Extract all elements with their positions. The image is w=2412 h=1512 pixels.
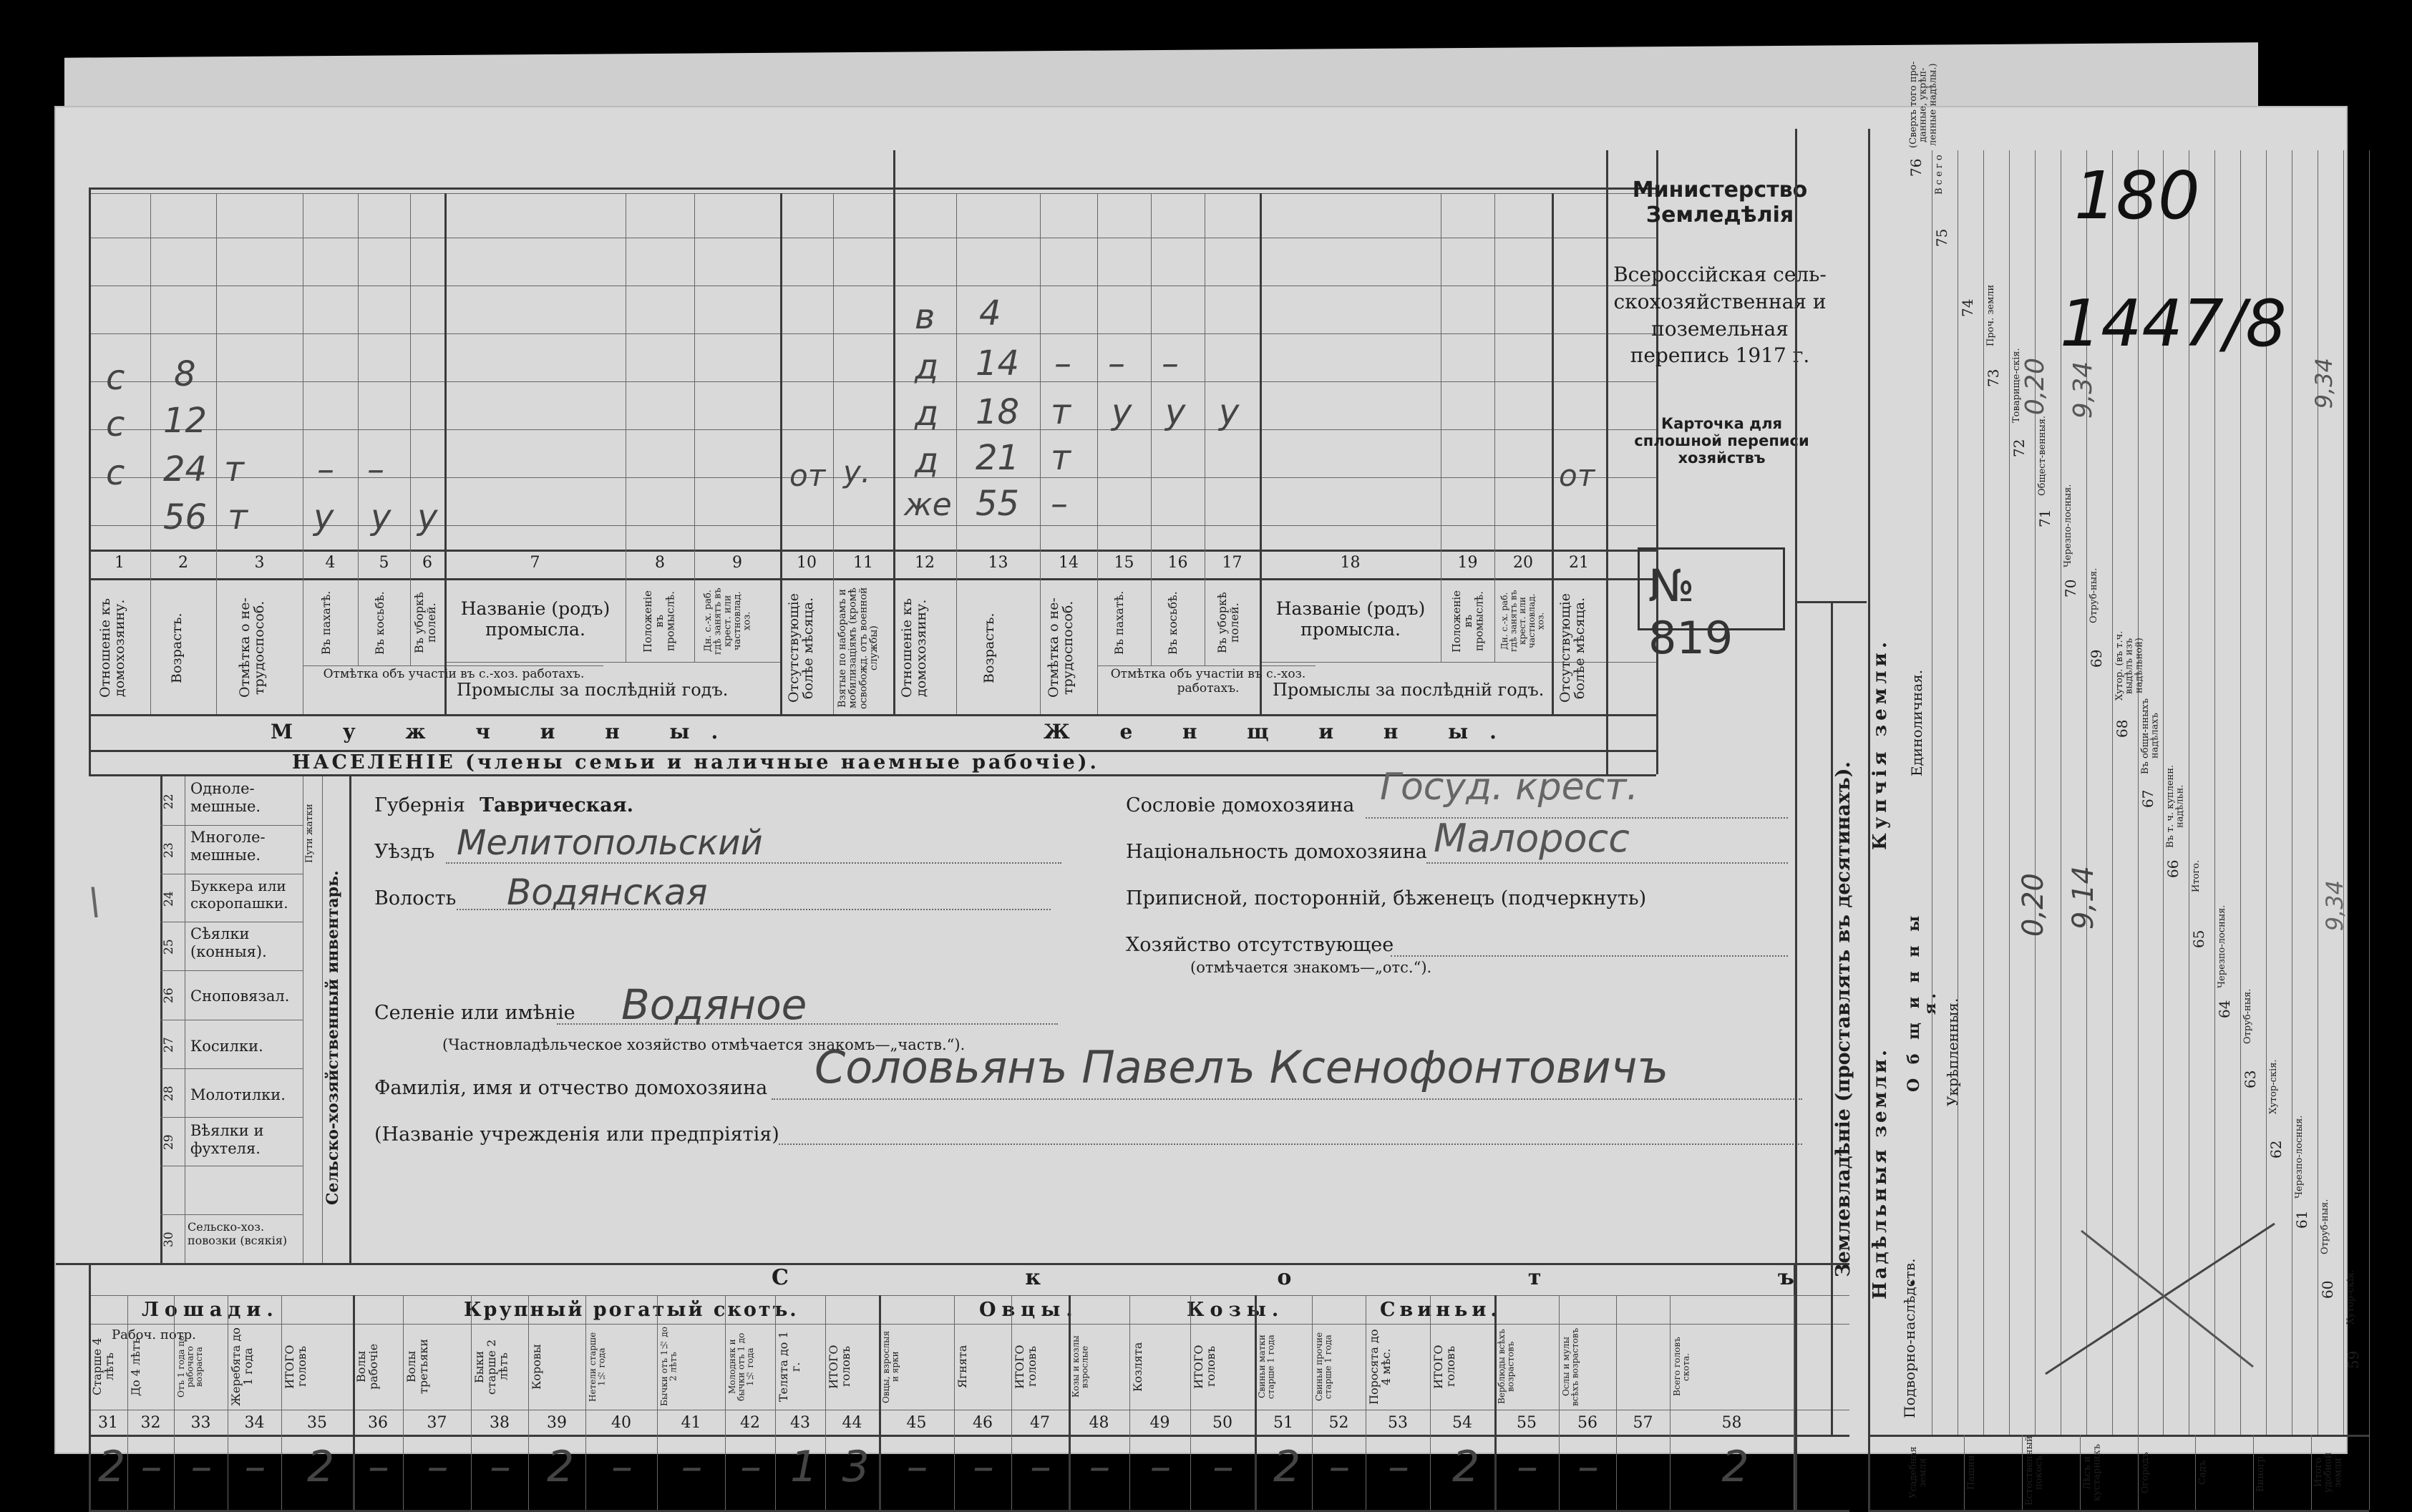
col-header: Въ уборкѣ полей. bbox=[1215, 592, 1241, 654]
livestock-col-num: 54 bbox=[1452, 1414, 1472, 1432]
livestock-col-header: Жеребята до 1 года bbox=[229, 1327, 255, 1406]
uezd-value: Мелитопольский bbox=[457, 823, 763, 863]
col-num: 10 bbox=[797, 554, 817, 572]
livestock-value: 2 bbox=[1721, 1442, 1749, 1492]
land-col-num: 62 bbox=[2267, 1140, 2285, 1159]
m-col4: у bbox=[313, 497, 334, 537]
horses-group: Лошади. bbox=[142, 1299, 279, 1321]
f-rel: в bbox=[915, 297, 935, 337]
livestock-col-header: До 4 лѣтъ bbox=[129, 1337, 142, 1396]
land-col-header: Отруб-ныя. bbox=[2242, 988, 2254, 1045]
inv-num: 25 bbox=[162, 939, 176, 955]
f-col15: – bbox=[1108, 343, 1125, 384]
col-header: Дн. с.-х. раб. гдѣ занятъ въ крест. или частновлад. хоз. bbox=[1499, 590, 1546, 653]
col-num: 5 bbox=[379, 554, 389, 572]
trades-group-m: Промыслы за послѣдній годъ. bbox=[457, 680, 729, 700]
selo-label: Селеніе или имѣніе bbox=[374, 1002, 575, 1024]
inv-label: Вѣялки и фухтеля. bbox=[190, 1122, 264, 1158]
land-col-num: 63 bbox=[2242, 1070, 2260, 1088]
inv-label: Сельско-хоз. повозки (всякія) bbox=[188, 1220, 288, 1248]
m-age: 56 bbox=[163, 497, 208, 537]
right-col-value-2: 9,34 bbox=[2321, 880, 2348, 932]
livestock-value: – bbox=[1517, 1442, 1538, 1492]
cross-out-mark bbox=[2038, 1209, 2282, 1381]
f-col14: – bbox=[1051, 484, 1068, 524]
livestock-col-num: 43 bbox=[790, 1414, 810, 1432]
land-value-75b: 0,20 bbox=[2020, 358, 2050, 416]
col-header: Отношеніе къ домохозяину. bbox=[97, 598, 127, 698]
land-col-header: (Сверхъ того про-данные, укрѣп-ленные надѣлы.) bbox=[1908, 61, 1939, 149]
col-header: Названіе (родъ) промысла. bbox=[460, 598, 611, 640]
inv-label: Молотилки. bbox=[190, 1086, 286, 1103]
m-age: 24 bbox=[163, 449, 208, 489]
land-col-num: 72 bbox=[2010, 439, 2028, 457]
livestock-col-header: ИТОГО головъ bbox=[827, 1345, 852, 1389]
selo-value: Водяное bbox=[621, 980, 807, 1029]
m-col11: у. bbox=[843, 454, 871, 489]
trades-group-f: Промыслы за послѣдній годъ. bbox=[1273, 680, 1545, 700]
inv-num: 29 bbox=[162, 1134, 176, 1150]
land-value-67: 0,20 bbox=[2017, 873, 2050, 937]
land-value-75: 9,34 bbox=[2068, 361, 2098, 419]
big-number-2: 1447/8 bbox=[2060, 286, 2287, 361]
livestock-col-num: 45 bbox=[906, 1414, 927, 1432]
land-col-header: Хутор-скія. bbox=[2268, 1059, 2280, 1114]
inv-side-label: Пути жатки bbox=[304, 804, 315, 864]
inv-num: 24 bbox=[162, 891, 176, 907]
livestock-value: 2 bbox=[547, 1442, 575, 1492]
status-label: Приписной, посторонній, бѣженецъ (подчеркнуть) bbox=[1126, 887, 1647, 909]
inv-num: 28 bbox=[162, 1086, 176, 1101]
land-col-num: 69 bbox=[2087, 649, 2105, 668]
livestock-col-num: 52 bbox=[1328, 1414, 1349, 1432]
col-num: 16 bbox=[1167, 554, 1188, 572]
inv-num: 23 bbox=[162, 842, 176, 858]
land-col-num: 71 bbox=[2036, 509, 2053, 527]
livestock-col-header: Отъ 1 года по рабочаго возраста bbox=[176, 1335, 205, 1398]
inv-label: Сѣялки (конныя). bbox=[190, 925, 267, 961]
land-col-num: 64 bbox=[2216, 1000, 2234, 1018]
col-num: 13 bbox=[988, 554, 1008, 572]
col-header: Взятые по наборамъ и мобилизаціямъ (кромѣ освобожд. отъ военной службы) bbox=[837, 587, 880, 709]
card-number-box bbox=[1638, 547, 1785, 664]
land-col-header: Черезпо-лосныя. bbox=[2294, 1115, 2305, 1199]
land-col-header: Въ т. ч. купленн. надѣльн. bbox=[2165, 764, 2187, 848]
col-num: 21 bbox=[1569, 554, 1589, 572]
col-header: Возрастъ. bbox=[981, 613, 997, 683]
f-col14: т bbox=[1051, 438, 1071, 478]
livestock-col-header: Волы рабочіе bbox=[354, 1343, 380, 1390]
land-col-header: Хутор. (въ т.ч. выдѣлъ изъ надѣльной) bbox=[2114, 630, 2144, 701]
land-col-header: Хутор-скія. bbox=[2345, 1269, 2357, 1325]
f-rel: же bbox=[904, 487, 952, 523]
land-bottom-label: Лѣсъ и кустарникъ bbox=[2081, 1443, 2103, 1502]
col-header: Въ уборкѣ полей. bbox=[412, 592, 438, 654]
land-col-num: 59 bbox=[2345, 1350, 2363, 1369]
land-col-header: Отруб-ныя. bbox=[2320, 1199, 2331, 1255]
col-header: Дн. с.-х. раб. гдѣ занятъ въ крест. или частновлад. хоз. bbox=[703, 587, 753, 655]
land-col-header: Черезпо-лосныя. bbox=[2062, 484, 2073, 567]
land-title: Землевладѣніе (проставлять въ десятинахъ). bbox=[1832, 761, 1854, 1278]
land-bottom-label: Усадебная земля bbox=[1908, 1446, 1929, 1499]
livestock-value: 2 bbox=[98, 1442, 126, 1492]
m-age: 12 bbox=[163, 401, 208, 441]
card-number: № 819 bbox=[1648, 560, 1733, 664]
livestock-value: – bbox=[973, 1442, 994, 1492]
livestock-value: – bbox=[140, 1442, 162, 1492]
livestock-value: – bbox=[190, 1442, 213, 1492]
men-label: М у ж ч и н ы. bbox=[271, 720, 740, 743]
m-col3: т bbox=[224, 449, 244, 489]
livestock-col-num: 56 bbox=[1577, 1414, 1598, 1432]
f-col15: у bbox=[1112, 392, 1132, 432]
livestock-value: – bbox=[1388, 1442, 1409, 1492]
livestock-col-header: Телята до 1 г. bbox=[777, 1331, 802, 1403]
livestock-col-header: Свиньи матки старше 1 года bbox=[1257, 1335, 1276, 1399]
inv-label: Буккера или скоропашки. bbox=[190, 877, 288, 912]
m-rel: с bbox=[106, 404, 125, 444]
volost-label: Волость bbox=[374, 887, 457, 909]
land-bottom-label: Садъ bbox=[2197, 1460, 2209, 1485]
m-rel: с bbox=[106, 358, 125, 398]
livestock-value: – bbox=[611, 1442, 633, 1492]
land-bottom-label: Итого удобной земли bbox=[2313, 1452, 2344, 1493]
obshch-title: О б щ и н н ы я. bbox=[1905, 911, 1940, 1093]
nadel-title: Надѣльныя земли. bbox=[1869, 1047, 1891, 1300]
land-col-header: Черезпо-лосныя. bbox=[2217, 904, 2228, 988]
col-num: 15 bbox=[1114, 554, 1134, 572]
livestock-col-header: ИТОГО головъ bbox=[1431, 1345, 1457, 1389]
livestock-col-num: 38 bbox=[490, 1414, 510, 1432]
land-col-header: Товарище-скія. bbox=[2010, 348, 2022, 423]
card-type: Карточка для сплошной переписи хозяйствъ bbox=[1634, 415, 1809, 467]
inv-num: 27 bbox=[162, 1037, 176, 1053]
f-col14: т bbox=[1051, 392, 1071, 432]
land-col-header: В с е г о bbox=[1933, 155, 1945, 195]
livestock-value: – bbox=[490, 1442, 511, 1492]
land-col-num: 75 bbox=[1932, 228, 1950, 247]
col-header: Возрастъ. bbox=[169, 613, 185, 683]
col-num: 8 bbox=[655, 554, 665, 572]
col-num: 11 bbox=[853, 554, 873, 572]
m-col10: от bbox=[789, 458, 826, 493]
livestock-col-header: Нетели старше 1½ года bbox=[588, 1332, 607, 1402]
col-num: 20 bbox=[1513, 554, 1533, 572]
col-num: 17 bbox=[1222, 554, 1243, 572]
col-num: 18 bbox=[1340, 554, 1361, 572]
livestock-col-header: Молодняк и бычки отъ 1 до 1½ года bbox=[727, 1332, 756, 1401]
land-col-num: 68 bbox=[2113, 719, 2131, 738]
sheep-group: Овцы. bbox=[979, 1299, 1079, 1321]
col-header: Въ косьбѣ. bbox=[373, 591, 386, 655]
m-col5: – bbox=[367, 449, 384, 489]
livestock-col-num: 33 bbox=[190, 1414, 211, 1432]
col-header: Положеніе въ промыслѣ. bbox=[641, 590, 677, 653]
livestock-value: 2 bbox=[1273, 1442, 1301, 1492]
col-num: 2 bbox=[178, 554, 188, 572]
livestock-col-num: 36 bbox=[368, 1414, 388, 1432]
inv-label: Сноповязал. bbox=[190, 987, 290, 1005]
livestock-col-header: Свиньи прочие старше 1 года bbox=[1314, 1332, 1333, 1402]
livestock-col-header: ИТОГО головъ bbox=[1192, 1345, 1217, 1389]
livestock-col-header: Старше 4 лѣтъ bbox=[90, 1337, 116, 1396]
land-col-num: 73 bbox=[1984, 369, 2002, 387]
livestock-col-header: Бычки отъ 1½ до 2 лѣтъ bbox=[659, 1327, 679, 1407]
land-bottom-label: Пашни bbox=[1965, 1455, 1977, 1491]
land-col-num: 76 bbox=[1907, 158, 1925, 177]
land-col-header bbox=[1960, 200, 1980, 290]
census-card bbox=[56, 61, 2363, 1506]
livestock-col-num: 53 bbox=[1388, 1414, 1408, 1432]
women-label: Ж е н щ и н ы. bbox=[1044, 720, 1518, 743]
livestock-col-header: Поросята до 4 мѣс. bbox=[1367, 1329, 1393, 1405]
land-bottom-label: Естественный покосъ bbox=[2023, 1435, 2045, 1506]
livestock-col-header: ИТОГО головъ bbox=[1013, 1345, 1039, 1389]
livestock-col-num: 32 bbox=[140, 1414, 161, 1432]
f-rel: д bbox=[915, 347, 939, 387]
land-col-header: Въ общи-нныхъ надѣлахъ bbox=[2139, 698, 2161, 774]
livestock-col-header: Всего головъ скота. bbox=[1672, 1337, 1691, 1397]
kupch-title: Купчія земли. bbox=[1869, 638, 1891, 851]
col-header: Отсутствующіе болѣе мѣсяца. bbox=[786, 593, 816, 703]
m-col5: у bbox=[371, 497, 392, 537]
col-header: Въ косьбѣ. bbox=[1166, 591, 1180, 655]
livestock-col-header: ИТОГО головъ bbox=[283, 1345, 308, 1389]
livestock-col-num: 57 bbox=[1633, 1414, 1653, 1432]
livestock-title: С к о т ъ. bbox=[772, 1265, 2031, 1290]
land-col-num: 74 bbox=[1958, 298, 1976, 317]
inv-num: 22 bbox=[162, 794, 176, 809]
livestock-col-num: 51 bbox=[1273, 1414, 1293, 1432]
inv-num: 30 bbox=[162, 1231, 176, 1247]
col-num: 12 bbox=[915, 554, 935, 572]
col-header: Отмѣтка о не-трудоспособ. bbox=[1046, 598, 1076, 698]
livestock-col-header: Овцы, взрослыя и ярки bbox=[881, 1330, 900, 1403]
cattle-group: Крупный рогатый скотъ. bbox=[464, 1299, 799, 1321]
m-age: 8 bbox=[174, 354, 196, 394]
population-title: НАСЕЛЕНІЕ (члены семьи и наличные наемные рабочіе). bbox=[292, 751, 1099, 774]
f-age: 14 bbox=[976, 343, 1020, 384]
livestock-col-num: 42 bbox=[740, 1414, 760, 1432]
participation-group-m: Отмѣтка объ участіи въ с.-хоз. работахъ. bbox=[323, 667, 585, 681]
livestock-col-num: 40 bbox=[611, 1414, 631, 1432]
livestock-col-num: 39 bbox=[547, 1414, 567, 1432]
livestock-value: 3 bbox=[842, 1442, 870, 1492]
livestock-col-num: 35 bbox=[307, 1414, 327, 1432]
f-col16: у bbox=[1165, 392, 1186, 432]
col-header: Положеніе въ промыслѣ. bbox=[1450, 590, 1486, 653]
inv-num: 26 bbox=[162, 987, 176, 1003]
livestock-col-num: 48 bbox=[1089, 1414, 1109, 1432]
name-label: Фамилія, имя и отчество домохозяина bbox=[374, 1077, 768, 1099]
m-col6: у bbox=[417, 497, 438, 537]
col-num: 6 bbox=[422, 554, 432, 572]
inv-label: Одноле-мешные. bbox=[190, 780, 261, 816]
inventory-title: Сельско-хозяйственный инвентарь. bbox=[324, 870, 342, 1205]
absent-note: (отмѣчается знакомъ—„отс.“). bbox=[1190, 959, 1432, 976]
inv-label: Косилки. bbox=[190, 1038, 263, 1055]
f-col16: – bbox=[1162, 343, 1179, 384]
livestock-value: – bbox=[906, 1442, 928, 1492]
ukrepl-title: Укрѣпленныя. bbox=[1944, 998, 1961, 1106]
col-num: 3 bbox=[254, 554, 265, 572]
estate-label: Сословіе домохозяина bbox=[1126, 794, 1355, 816]
f-rel: д bbox=[915, 441, 939, 481]
livestock-value: – bbox=[244, 1442, 266, 1492]
land-col-header: Итого. bbox=[2191, 859, 2202, 893]
livestock-col-num: 34 bbox=[244, 1414, 265, 1432]
gubernia-label: Губернія bbox=[374, 794, 465, 816]
land-col-header: Отруб-ныя. bbox=[2088, 567, 2099, 624]
f-col21: от bbox=[1559, 458, 1595, 493]
livestock-col-header: Козы и козлы взрослые bbox=[1071, 1335, 1090, 1398]
livestock-col-num: 58 bbox=[1721, 1414, 1742, 1432]
livestock-col-header: Волы третьяки bbox=[404, 1339, 430, 1395]
livestock-col-header: Быки старше 2 лѣтъ bbox=[472, 1339, 510, 1395]
livestock-value: – bbox=[681, 1442, 703, 1492]
absent-label: Хозяйство отсутствующее bbox=[1126, 934, 1394, 956]
livestock-value: – bbox=[740, 1442, 762, 1492]
land-bottom-label: Огородъ bbox=[2139, 1452, 2151, 1493]
livestock-value: 2 bbox=[307, 1442, 335, 1492]
f-rel: д bbox=[915, 394, 939, 434]
gubernia-value: Таврическая. bbox=[480, 794, 633, 816]
livestock-col-num: 47 bbox=[1030, 1414, 1050, 1432]
land-bottom-label: Виногр. bbox=[2255, 1453, 2267, 1492]
f-age: 21 bbox=[976, 438, 1020, 478]
livestock-value: – bbox=[427, 1442, 449, 1492]
livestock-col-num: 44 bbox=[842, 1414, 862, 1432]
inv-mark: \ bbox=[88, 880, 101, 923]
livestock-col-header: Ослы и мулы всѣхъ возрастовъ bbox=[1561, 1327, 1580, 1406]
livestock-value: – bbox=[1577, 1442, 1599, 1492]
inv-label: Многоле-мешные. bbox=[190, 829, 266, 864]
f-col14: – bbox=[1054, 343, 1071, 384]
right-col-value: 9,34 bbox=[2310, 358, 2338, 409]
selo-note: (Частновладѣльческое хозяйство отмѣчается знакомъ—„частв.“). bbox=[442, 1036, 966, 1053]
col-num: 1 bbox=[115, 554, 125, 572]
land-col-num: 65 bbox=[2190, 930, 2208, 948]
livestock-value: 1 bbox=[790, 1442, 818, 1492]
livestock-col-num: 50 bbox=[1212, 1414, 1232, 1432]
nationality-label: Національность домохозяина bbox=[1126, 841, 1427, 863]
census-title: Всероссійская сель-скохозяйственная и поземельная перепись 1917 г. bbox=[1613, 263, 1827, 368]
f-col17: у bbox=[1219, 392, 1240, 432]
livestock-col-num: 49 bbox=[1149, 1414, 1170, 1432]
m-rel: с bbox=[106, 453, 125, 493]
ministry-title: Министерство Земледѣлія bbox=[1632, 177, 1808, 228]
goats-group: Козы. bbox=[1187, 1299, 1285, 1321]
livestock-value: – bbox=[1328, 1442, 1351, 1492]
col-header: Отсутствующіе болѣе мѣсяца. bbox=[1557, 593, 1587, 703]
podv-title: Подворно-наслѣдств. bbox=[1901, 1258, 1918, 1418]
land-col-header: Проч. земли bbox=[1985, 284, 1996, 346]
livestock-col-header: Коровы bbox=[530, 1344, 543, 1390]
livestock-col-num: 46 bbox=[973, 1414, 993, 1432]
land-col-header: Общест-венныя. bbox=[2036, 415, 2048, 496]
f-age: 18 bbox=[976, 392, 1020, 432]
col-header: Названіе (родъ) промысла. bbox=[1275, 598, 1426, 640]
col-header: Отмѣтка о не-трудоспособ. bbox=[237, 598, 267, 698]
nationality-value: Малоросс bbox=[1434, 816, 1630, 861]
estate-value: Госуд. крест. bbox=[1380, 766, 1638, 809]
m-col3: т bbox=[228, 497, 248, 537]
land-col-num: 61 bbox=[2293, 1210, 2311, 1229]
land-col-num: 66 bbox=[2164, 859, 2182, 878]
livestock-col-num: 31 bbox=[98, 1414, 118, 1432]
f-age: 55 bbox=[976, 484, 1020, 524]
f-age: 4 bbox=[979, 293, 1001, 333]
col-num: 14 bbox=[1059, 554, 1079, 572]
name-value: Соловьянъ Павелъ Ксенофонтовичъ bbox=[814, 1041, 1669, 1093]
livestock-col-num: 41 bbox=[681, 1414, 701, 1432]
livestock-col-header bbox=[1619, 1327, 1667, 1407]
col-header: Въ пахатѣ. bbox=[319, 590, 333, 655]
livestock-value: – bbox=[368, 1442, 389, 1492]
edin-title: Единоличная. bbox=[1908, 669, 1925, 776]
livestock-value: 2 bbox=[1452, 1442, 1480, 1492]
col-header: Отношеніе къ домохозяину. bbox=[899, 598, 929, 698]
col-num: 9 bbox=[732, 554, 742, 572]
pigs-group: Свиньи. bbox=[1380, 1299, 1502, 1321]
col-num: 7 bbox=[530, 554, 540, 572]
livestock-col-header: Козлята bbox=[1131, 1342, 1144, 1392]
land-col-num: 60 bbox=[2319, 1280, 2337, 1299]
horses-sub: Рабоч. потр. bbox=[112, 1327, 196, 1342]
livestock-value: – bbox=[1089, 1442, 1111, 1492]
livestock-value: – bbox=[1212, 1442, 1234, 1492]
livestock-col-header: Верблюды всѣхъ возрастовъ bbox=[1497, 1329, 1516, 1405]
volost-value: Водянская bbox=[507, 872, 708, 913]
land-value-66: 9,14 bbox=[2067, 866, 2100, 930]
col-header: Въ пахатѣ. bbox=[1112, 590, 1126, 655]
livestock-col-num: 55 bbox=[1517, 1414, 1537, 1432]
livestock-value: – bbox=[1030, 1442, 1051, 1492]
m-col4: – bbox=[317, 449, 334, 489]
livestock-col-header: Ягнята bbox=[955, 1345, 969, 1389]
participation-group-f: Отмѣтка объ участіи въ с.-хоз. работахъ. bbox=[1110, 667, 1306, 696]
livestock-col-num: 37 bbox=[427, 1414, 447, 1432]
big-number-1: 180 bbox=[2074, 157, 2200, 234]
col-num: 19 bbox=[1457, 554, 1478, 572]
livestock-value: – bbox=[1149, 1442, 1172, 1492]
col-num: 4 bbox=[325, 554, 336, 572]
land-col-num: 67 bbox=[2139, 789, 2156, 808]
uezd-label: Уѣздъ bbox=[374, 841, 435, 863]
land-col-num: 70 bbox=[2061, 579, 2079, 598]
institution-label: (Названіе учрежденія или предпріятія) bbox=[374, 1123, 779, 1146]
